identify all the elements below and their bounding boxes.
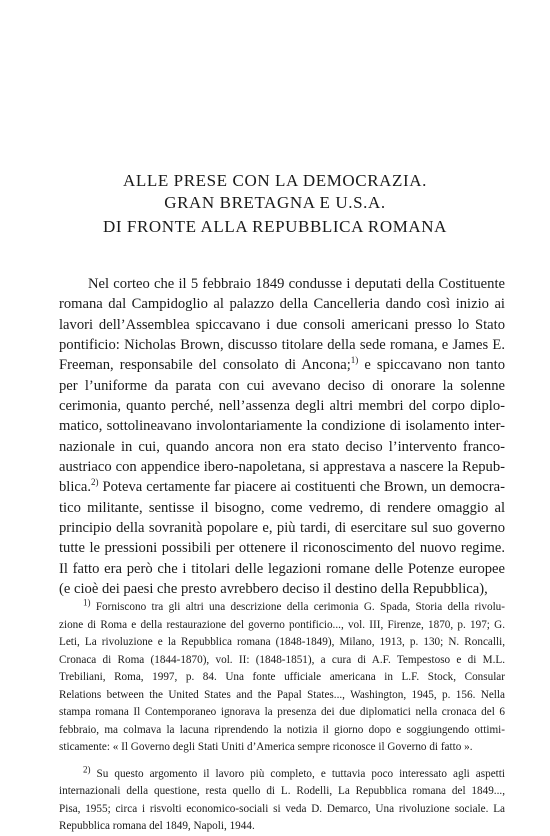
body-line: austriaco con appendice ibero-napoletana, si apprestava a nascere la Repub- (59, 459, 505, 476)
footnote-2 (59, 763, 506, 836)
body-line-text: e spiccavano non tanto (358, 357, 505, 374)
body-line: matico, sottolineavano involontariamente la condizione di isolamento inter- (59, 418, 505, 435)
body-line: per l’uniforme da parata con cui avevano deciso di onorare la solenne (59, 377, 505, 394)
footnote-line-text: Forniscono tra gli altri una descrizione della cerimonia G. Spada, Storia della rivolu- (95, 601, 505, 613)
body-line (59, 477, 505, 497)
body-line: cerimonia, quanto perché, nell’assenza degli altri membri del corpo diplo- (59, 398, 505, 415)
body-line: lavori dell’Assemblea spiccavano i due consoli americani presso lo Stato (59, 316, 505, 333)
footnote-marker: 1) (83, 597, 91, 608)
body-line: romana dal Campidoglio al palazzo della Cancelleria dando così inizio ai (59, 296, 505, 313)
body-line: Nel corteo che il 5 febbraio 1849 condusse i deputati della Costituente (88, 276, 505, 292)
footnote-line: Leti, La rivoluzione e la Repubblica romana (1848-1849), Milano, 1913, p. 130; N. Roncalli, (59, 636, 505, 648)
body-line (59, 355, 505, 375)
body-line: principio della sovranità popolare e, più tardi, di esercitare sul suo governo (59, 520, 505, 537)
footnote-line (59, 763, 506, 784)
footnote-ref-1[interactable]: 1) (350, 355, 359, 366)
chapter-title-line-3: DI FRONTE ALLA REPUBBLICA ROMANA (102, 217, 448, 236)
body-line: (e cioè dei paesi che presto avrebbero deciso il destino della Repubblica), (59, 581, 488, 598)
footnote-line (59, 599, 505, 617)
body-text (59, 274, 505, 600)
body-line: nazionale in cui, quando ancora non era stato deciso l’intervento franco- (59, 438, 505, 455)
footnote-line: febbraio, ma colmava la lacuna riprendendo la notizia il giorno dopo e soggiungendo ottimi- (59, 723, 505, 736)
footnote-line: Cronaca di Roma (1844-1870), vol. II: (1848-1851), a cura di A.F. Tempestoso e di M.L. (59, 653, 505, 666)
body-line-text: Poteva certamente far piacere ai costituenti che Brown, un democra- (98, 479, 505, 496)
footnote-line: Relations between the United States and the Papal States..., Washington, 1945, p. 156. Nella (59, 688, 505, 701)
footnote-line: internazionali della questione, resta quello di L. Rodelli, La Repubblica romana del 1849..., (59, 785, 505, 797)
body-line: Il fatto era però che i titolari delle legazioni romane delle Potenze europee (59, 560, 505, 577)
footnote-line: Repubblica romana del 1849, Napoli, 1944. (59, 820, 255, 832)
body-line: pontificio: Nicholas Brown, discusso titolare della sede romana, e James E. (59, 337, 505, 354)
chapter-title-line-2: GRAN BRETAGNA E U.S.A. (164, 193, 386, 212)
footnote-1 (59, 599, 505, 757)
chapter-title-line-1: ALLE PRESE CON LA DEMOCRAZIA. (122, 171, 428, 190)
footnote-marker: 2) (83, 763, 91, 774)
body-line-text: blica. (59, 479, 92, 496)
footnote-line-text: Su questo argomento il lavoro più completo, e tuttavia poco interessato agli aspetti (96, 767, 506, 780)
footnote-line: sticamente: « Il Governo degli Stati Uniti d’America sempre riconosce il Governo di fatto ». (59, 741, 473, 753)
footnote-line: Trebiliani, Roma, 1997, p. 84. Una fonte ufficiale americana in L.F. Stock, Consular (59, 671, 505, 683)
footnotes (59, 599, 505, 836)
footnote-line: zione di Roma e della restaurazione del governo pontificio..., vol. III, Firenze, 1870, p. 197; G. (59, 618, 505, 631)
body-line-text: Freeman, responsabile del consolato di Ancona; (59, 357, 351, 374)
body-line: tico militante, sentisse il bisogno, come vedremo, di rendere omaggio al (59, 499, 505, 516)
footnote-line: stampa romana Il Contemporaneo ignorava la presenza dei due diplomatici nella cronaca del 6 (59, 706, 505, 718)
footnote-line: Pisa, 1955; circa i risvolti economico-sociali si veda D. Demarco, Una rivoluzione sociale. La (59, 802, 505, 815)
footnote-ref-2[interactable]: 2) (91, 477, 99, 488)
body-line: tutte le pressioni possibili per ottenere il riconoscimento del nuovo regime. (59, 540, 505, 557)
